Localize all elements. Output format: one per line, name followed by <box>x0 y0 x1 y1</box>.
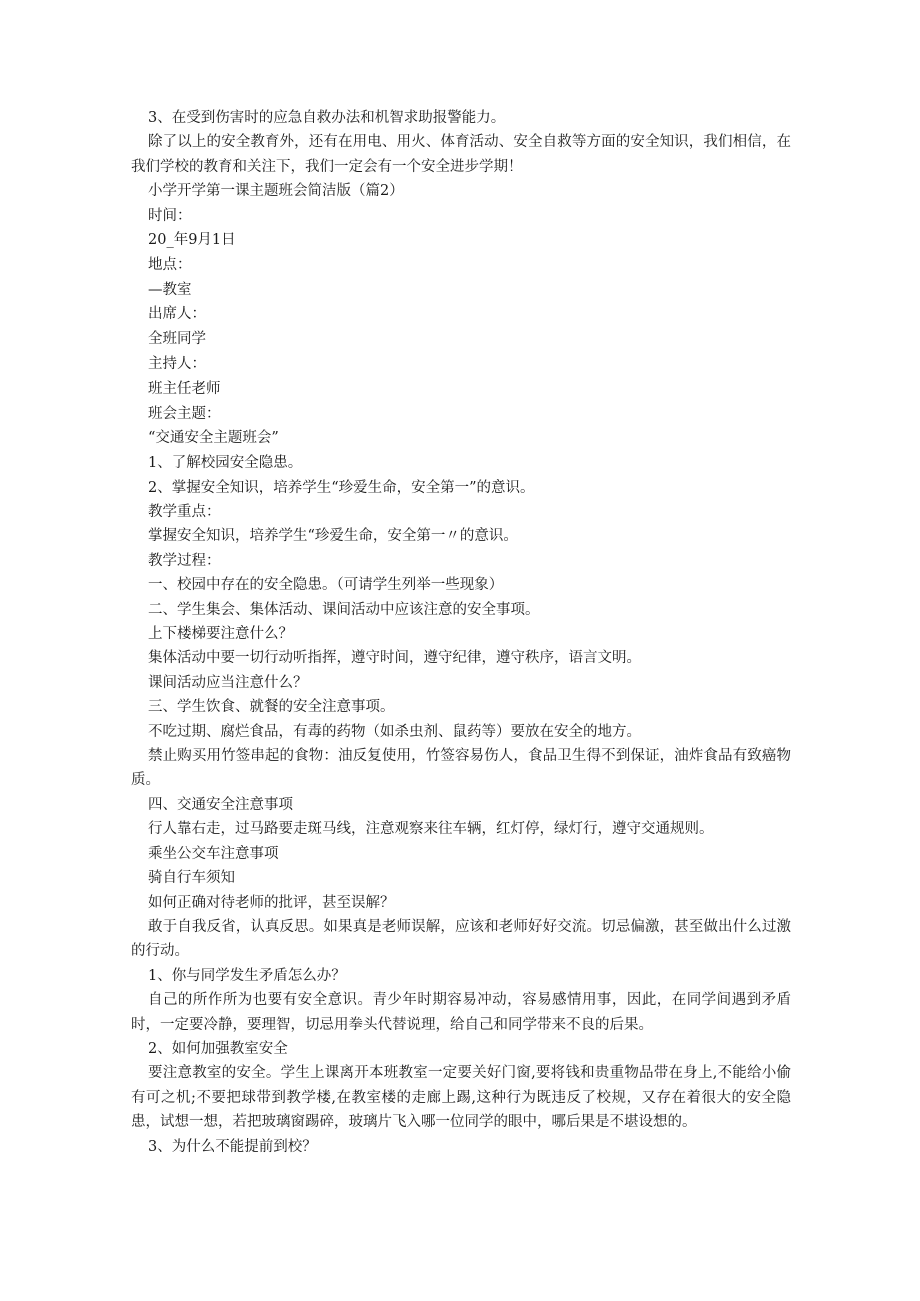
paragraph: 自己的所作所为也要有安全意识。青少年时期容易冲动，容易感情用事，因此，在同学间遇到矛盾时，一定要冷静，要理智，切忌用拳头代替说理，给自己和同学带来不良的后果。 <box>131 992 791 1033</box>
paragraph: 地点： <box>148 256 192 273</box>
paragraph: 敢于自我反省，认真反思。如果真是老师误解，应该和老师好好交流。切忌偏激，甚至做出什么过激的行动。 <box>131 918 791 960</box>
paragraph: —教室 <box>148 281 192 298</box>
paragraph: 如何正确对待老师的批评，甚至误解？ <box>148 894 395 911</box>
paragraph: 掌握安全知识，培养学生“珍爱生命，安全第一〃的意识。 <box>148 528 518 545</box>
paragraph: 不吃过期、腐烂食品，有毒的药物（如杀虫剂、鼠药等）要放在安全的地方。 <box>148 723 641 740</box>
paragraph: 3、在受到伤害时的应急自救办法和机智求助报警能力。 <box>148 110 506 126</box>
paragraph: 教学重点： <box>148 504 221 521</box>
paragraph: “交通安全主题班会” <box>148 430 279 447</box>
paragraph: 上下楼梯要注意什么？ <box>148 626 293 643</box>
paragraph: 1、你与同学发生矛盾怎么办？ <box>148 967 346 984</box>
paragraph: 骑自行车须知 <box>148 870 235 887</box>
paragraph: 集体活动中要一切行动听指挥，遵守时间，遵守纪律，遵守秩序，语言文明。 <box>148 650 641 667</box>
paragraph: 三、学生饮食、就餐的安全注意事项。 <box>148 699 395 716</box>
paragraph: 班主任老师 <box>148 380 221 397</box>
paragraph: 乘坐公交车注意事项 <box>148 845 279 862</box>
paragraph: 2、掌握安全知识，培养学生“珍爱生命，安全第一”的意识。 <box>148 479 535 496</box>
paragraph: 2、如何加强教室安全 <box>148 1040 288 1057</box>
paragraph: 禁止购买用竹签串起的食物：油反复使用，竹签容易伤人，食品卫生得不到保证，油炸食品有致癌物质。 <box>131 748 791 789</box>
document-page <box>131 106 791 1159</box>
paragraph: 时间： <box>148 207 192 224</box>
paragraph: 教学过程： <box>148 552 221 569</box>
paragraph: 行人靠右走，过马路要走斑马线，注意观察来往车辆，红灯停，绿灯行，遵守交通规则。 <box>148 821 714 838</box>
paragraph: 四、交通安全注意事项 <box>148 796 293 813</box>
paragraph: 一、校园中存在的安全隐患。（可请学生列举一些现象） <box>148 577 504 594</box>
paragraph: 1、了解校园安全隐患。 <box>148 455 303 472</box>
paragraph: 除了以上的安全教育外，还有在用电、用火、体育活动、安全自救等方面的安全知识，我们相信，在我们学校的教育和关注下，我们一定会有一个安全进步学期！ <box>131 134 791 175</box>
paragraph: 全班同学 <box>148 331 206 348</box>
paragraph: 3、为什么不能提前到校？ <box>148 1138 317 1155</box>
paragraph: 出席人： <box>148 306 206 323</box>
paragraph: 主持人： <box>148 356 206 373</box>
paragraph: 课间活动应当注意什么？ <box>148 674 308 691</box>
paragraph: 班会主题： <box>148 405 221 422</box>
paragraph: 二、学生集会、集体活动、课间活动中应该注意的安全事项。 <box>148 601 540 618</box>
paragraph: 要注意教室的安全。学生上课离开本班教室一定要关好门窗,要将钱和贵重物品带在身上,不能给小偷有可之机;不要把球带到教学楼,在教室楼的走廊上踢,这种行为既违反了校规，又存在着很大的安全隐患，试想一想，若把玻璃窗踢碎，玻璃片飞入哪一位同学的眼中，哪后果是不堪设想的。 <box>131 1065 791 1131</box>
section-heading: 小学开学第一课主题班会简洁版（篇2） <box>148 183 404 200</box>
paragraph: 20_年9月1日 <box>148 232 236 249</box>
